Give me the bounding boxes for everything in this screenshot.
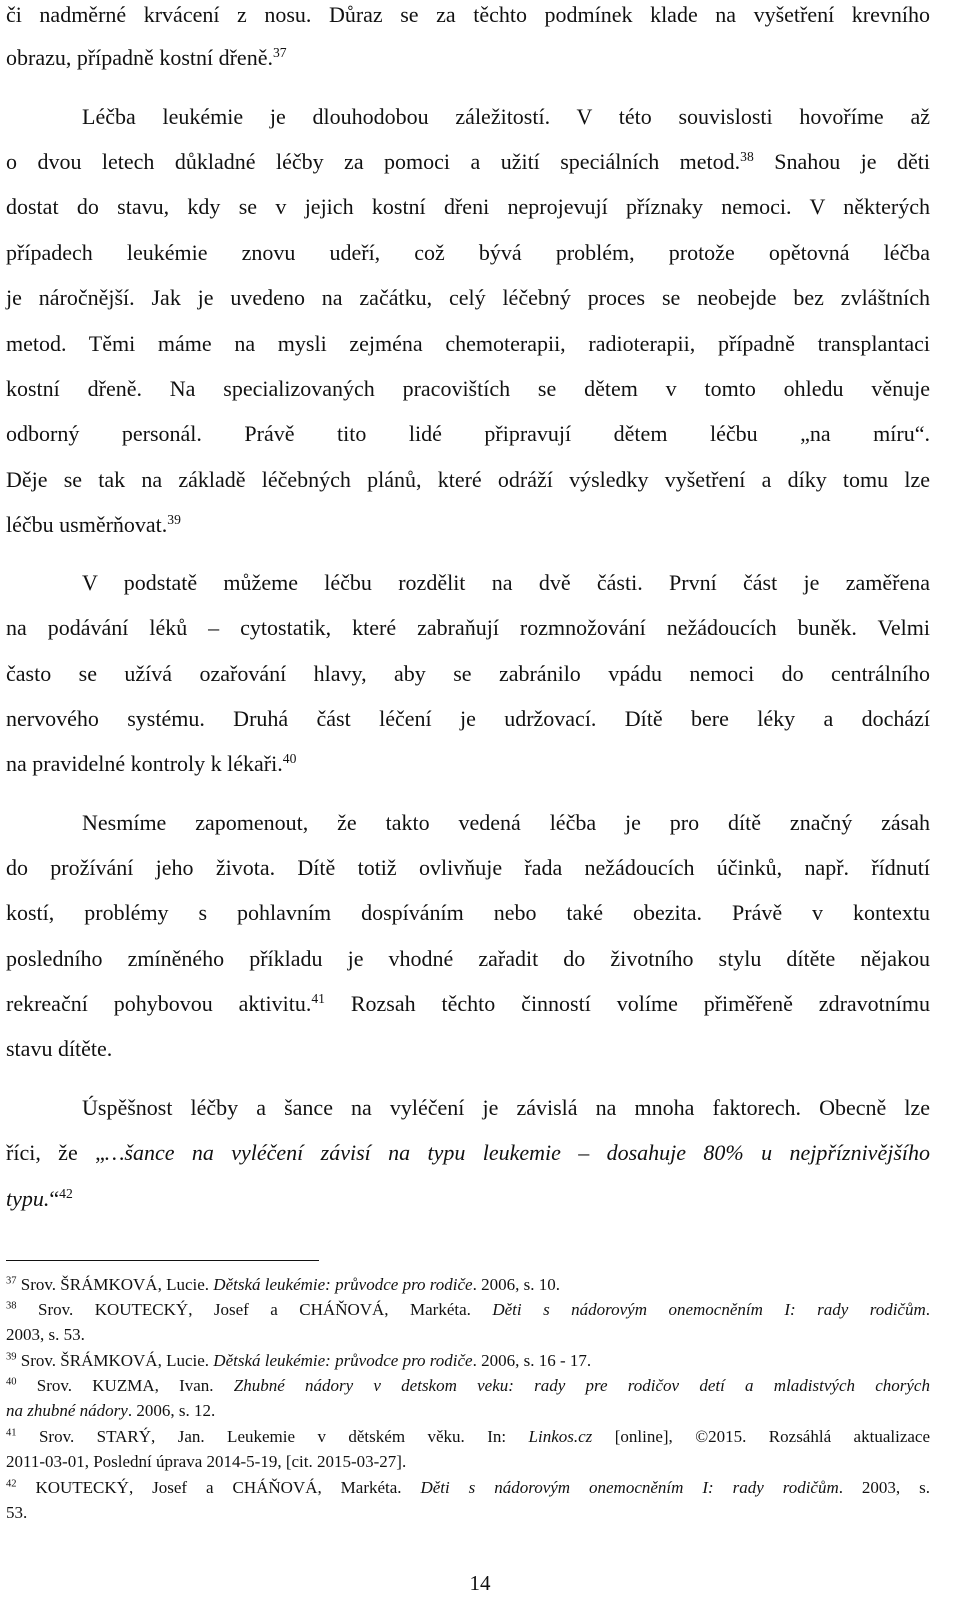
body-line: léčbu usměrňovat.$^{39}$	[6, 511, 181, 537]
body-line: dostat do stavu, kdy se v jejich kostní dřeni neprojevují příznaky nemoci. V některých	[6, 194, 930, 219]
source-title: na zhubné nádory	[6, 1401, 128, 1420]
body-line: je náročnější. Jak je uvedeno na začátku, celý léčebný proces se neobejde bez zvláštních	[6, 285, 930, 310]
footnote-number: 37	[6, 1275, 17, 1287]
footnote-number: 38	[6, 1300, 17, 1312]
footnote-line	[6, 1401, 930, 1421]
source-title: Dětská leukémie: průvodce pro rodiče	[213, 1275, 473, 1294]
footnote-ref[interactable]: 39	[167, 511, 181, 527]
body-line: metod. Těmi máme na mysli zejména chemoterapii, radioterapii, případně transplantaci	[6, 331, 930, 356]
footnote-ref[interactable]: 42	[59, 1185, 73, 1201]
footnote-ref[interactable]: 40	[282, 750, 297, 766]
footnote-text: 53.	[6, 1503, 28, 1522]
body-line: nervového systému. Druhá část léčení je udržovací. Dítě bere léky a dochází	[6, 706, 930, 731]
source-title: Zhubné nádory v detskom veku: rady pre rodičov detí a mladistvých chorých	[233, 1376, 930, 1395]
body-line: Děje se tak na základě léčebných plánů, které odráží výsledky vyšetření a díky tomu lze	[6, 467, 930, 492]
footnote-number: 39	[6, 1351, 17, 1363]
quotation: typu.	[6, 1186, 50, 1211]
footnote-line	[6, 1325, 930, 1345]
footnote-text: . 2006, s. 12.	[127, 1401, 216, 1420]
body-line: typu.“$^{42}$	[6, 1185, 73, 1211]
footnote-text: . 2006, s. 10.	[472, 1275, 560, 1294]
source-title: Děti s nádorovým onemocněním I: rady rodičům	[420, 1478, 839, 1497]
footnote-text: KOUTECKÝ, Josef a CHÁŇOVÁ, Markéta.	[16, 1478, 421, 1497]
body-line: Léčba leukémie je dlouhodobou záležitostí. V této souvislosti hovoříme až	[82, 104, 930, 129]
footnote-line	[6, 1452, 930, 1472]
footnote-number: 42	[6, 1478, 17, 1490]
footnote-number: 40	[6, 1376, 17, 1388]
footnote-ref[interactable]: 41	[311, 990, 325, 1006]
body-line: či nadměrné krvácení z nosu. Důraz se za těchto podmínek klade na vyšetření krevního	[6, 2, 930, 27]
body-line: kostní dřeně. Na specializovaných pracovištích se dětem v tomto ohledu věnuje	[6, 376, 930, 401]
footnote-text: .	[925, 1300, 930, 1319]
footnote-line	[6, 1478, 930, 1498]
footnote-line	[6, 1300, 930, 1320]
footnote-line	[6, 1427, 930, 1447]
footnote-line	[6, 1503, 930, 1523]
footnote-text: [online], ©2015. Rozsáhlá aktualizace	[592, 1427, 930, 1446]
footnote-text: 2003, s. 53.	[6, 1325, 85, 1344]
body-line: Úspěšnost léčby a šance na vyléčení je závislá na mnoha faktorech. Obecně lze	[82, 1095, 930, 1120]
footnote-text: . 2006, s. 16 - 17.	[472, 1351, 592, 1370]
source-title: Děti s nádorovým onemocněním I: rady rodičům	[492, 1300, 926, 1319]
footnote-separator	[6, 1260, 319, 1261]
body-line: posledního zmíněného příkladu je vhodné zařadit do životního stylu dítěte nějakou	[6, 946, 930, 971]
footnote-text: . 2003, s.	[838, 1478, 930, 1497]
footnote-line	[6, 1351, 930, 1371]
body-line: do prožívání jeho života. Dítě totiž ovlivňuje řada nežádoucích účinků, např. řídnutí	[6, 855, 930, 880]
body-line: na podávání léků – cytostatik, které zabraňují rozmnožování nežádoucích buněk. Velmi	[6, 615, 930, 640]
body-line: na pravidelné kontroly k lékaři.$^{40}$	[6, 750, 297, 776]
body-line: o dvou letech důkladné léčby za pomoci a užití speciálních metod.$^{38}$ Snahou je děti	[6, 148, 930, 174]
footnote-line	[6, 1376, 930, 1396]
footnote-text: Srov. ŠRÁMKOVÁ, Lucie.	[16, 1351, 214, 1370]
body-line: rekreační pohybovou aktivitu.$^{41}$ Rozsah těchto činností volíme přiměřeně zdravotnímu	[6, 990, 930, 1016]
footnote-text: Srov. KUZMA, Ivan.	[16, 1376, 234, 1395]
body-line: často se užívá ozařování hlavy, aby se zabránilo vpádu nemoci do centrálního	[6, 661, 930, 686]
footnote-number: 41	[6, 1427, 17, 1439]
footnote-ref[interactable]: 38	[740, 148, 754, 164]
body-line: V podstatě můžeme léčbu rozdělit na dvě části. První část je zaměřena	[82, 570, 930, 595]
page-number: 14	[469, 1571, 491, 1595]
body-line: kostí, problémy s pohlavním dospíváním nebo také obezita. Právě v kontextu	[6, 900, 930, 925]
footnote-text: 2011-03-01, Poslední úprava 2014-5-19, [cit. 2015-03-27].	[6, 1452, 407, 1471]
body-line: Nesmíme zapomenout, že takto vedená léčba je pro dítě značný zásah	[82, 810, 930, 835]
footnote-text: Srov. STARÝ, Jan. Leukemie v dětském věku. In:	[16, 1427, 529, 1446]
footnote-line	[6, 1275, 930, 1295]
body-line: říci, že „…šance na vyléčení závisí na typu leukemie – dosahuje 80% u nejpříznivějšího	[6, 1140, 931, 1165]
footnote-ref[interactable]: 37	[272, 44, 287, 60]
quotation: …šance na vyléčení závisí na typu leukemie – dosahuje 80% u nejpříznivějšího	[104, 1140, 931, 1165]
footnote-text: Srov. KOUTECKÝ, Josef a CHÁŇOVÁ, Markéta.	[16, 1300, 493, 1319]
source-title: Linkos.cz	[528, 1427, 593, 1446]
footnote-text: Srov. ŠRÁMKOVÁ, Lucie.	[16, 1275, 214, 1294]
body-line: případech leukémie znovu udeří, což bývá problém, protože opětovná léčba	[6, 240, 930, 265]
body-line: stavu dítěte.	[6, 1036, 113, 1061]
source-title: Dětská leukémie: průvodce pro rodiče	[213, 1351, 473, 1370]
body-line: odborný personál. Právě tito lidé připravují dětem léčbu „na míru“.	[6, 421, 930, 446]
body-line: obrazu, případně kostní dřeně.$^{37}$	[6, 44, 287, 70]
